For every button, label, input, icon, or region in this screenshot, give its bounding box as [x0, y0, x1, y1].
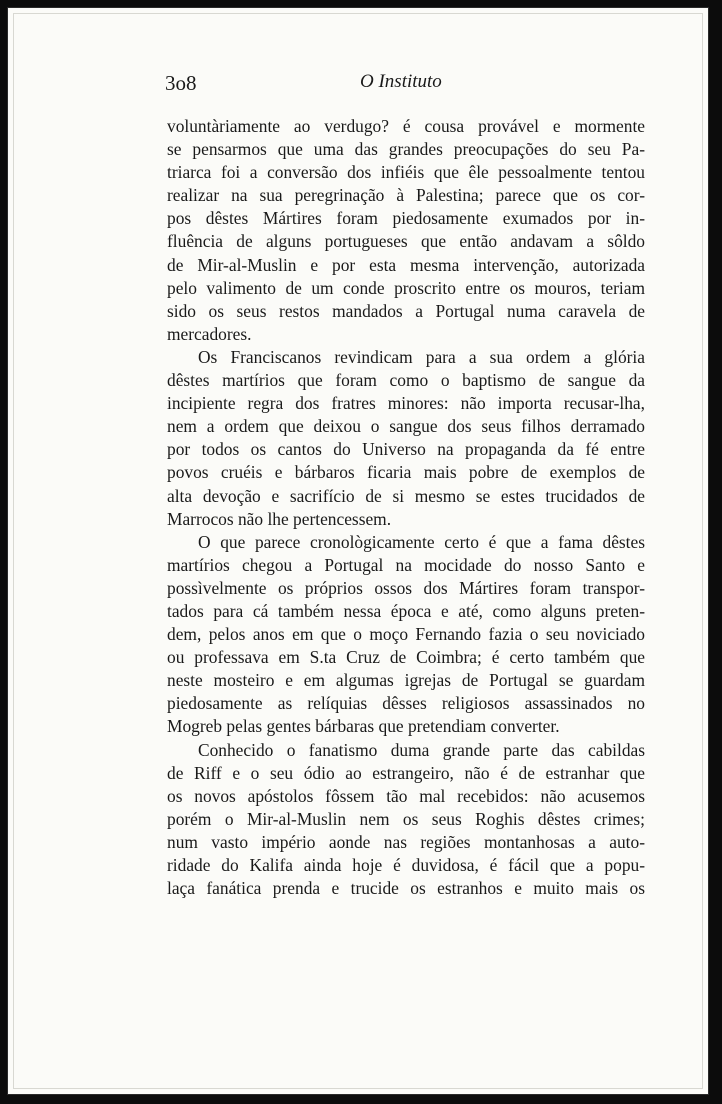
text-line: triarca foi a conversão dos infiéis que êle pessoalmente tentou — [167, 162, 645, 183]
text-line: voluntàriamente ao verdugo? é cousa provável e mormente — [167, 116, 645, 136]
paragraph-2 — [167, 346, 645, 531]
text-line: nem a ordem que deixou o sangue dos seus filhos derramado — [167, 416, 645, 437]
text-line: por todos os cantos do Universo na propaganda da fé entre — [167, 439, 645, 460]
text-line: pelo valimento de um conde proscrito entre os mouros, teriam — [167, 277, 645, 298]
text-line: porém o Mir-al-Muslin nem os seus Roghis dêstes crimes; — [167, 808, 645, 829]
text-line: se pensarmos que uma das grandes preocupações do seu Pa- — [167, 139, 645, 160]
text-line: ridade do Kalifa ainda hoje é duvidosa, é fácil que a popu- — [167, 855, 645, 875]
text-line: realizar na sua peregrinação à Palestina; parece que os cor- — [167, 185, 645, 206]
text-line: dêstes martírios que foram como o baptismo de sangue da — [167, 370, 645, 391]
paragraph-4 — [167, 739, 645, 901]
scanned-page — [7, 7, 709, 1095]
text-line: povos cruéis e bárbaros ficaria mais pobre de exemplos de — [167, 462, 645, 483]
text-line: Mogreb pelas gentes bárbaras que pretendiam converter. — [167, 716, 560, 737]
text-line: pos dêstes Mártires foram piedosamente exumados por in- — [167, 208, 645, 229]
text-line: dem, pelos anos em que o moço Fernando fazia o seu noviciado — [167, 624, 645, 645]
text-line: os novos apóstolos fôssem tão mal recebidos: não acusemos — [167, 785, 645, 806]
text-line: laça fanática prenda e trucide os estranhos e muito mais os — [167, 878, 645, 899]
paragraph-1 — [167, 115, 645, 346]
text-line: fluência de alguns portugueses que então andavam a sôldo — [167, 231, 645, 252]
text-line: piedosamente as relíquias dêsses religiosos assassinados no — [167, 693, 645, 714]
text-line: possìvelmente os próprios ossos dos Mártires foram transpor- — [167, 577, 645, 598]
page-number: 3o8 — [165, 71, 197, 95]
text-line: Os Franciscanos revindicam para a sua ordem a glória — [198, 346, 645, 367]
text-line: tados para cá também nessa época e até, como alguns preten- — [167, 600, 645, 621]
text-line: num vasto império aonde nas regiões montanhosas a auto- — [167, 831, 645, 852]
text-line: mercadores. — [167, 323, 252, 344]
text-line: incipiente regra dos fratres minores: não importa recusar-lha, — [167, 393, 645, 414]
page-header — [165, 71, 643, 101]
text-line: neste mosteiro e em algumas igrejas de Portugal se guardam — [167, 670, 645, 691]
text-line: de Riff e o seu ódio ao estrangeiro, não é de estranhar que — [167, 762, 645, 783]
running-title: O Instituto — [360, 71, 442, 92]
text-line: O que parece cronològicamente certo é que a fama dêstes — [198, 531, 645, 552]
text-line: martírios chegou a Portugal na mocidade do nosso Santo e — [167, 554, 645, 575]
text-line: de Mir-al-Muslin e por esta mesma intervenção, autorizada — [167, 254, 645, 275]
paragraph-3 — [167, 531, 645, 739]
text-line: Marrocos não lhe pertencessem. — [167, 508, 392, 529]
text-line: sido os seus restos mandados a Portugal numa caravela de — [167, 300, 645, 321]
text-line: ou professava em S.ta Cruz de Coimbra; é certo também que — [167, 647, 645, 668]
text-line: alta devoção e sacrifício de si mesmo se estes trucidados de — [167, 485, 645, 506]
body-text — [167, 115, 645, 900]
text-line: Conhecido o fanatismo duma grande parte das cabildas — [198, 739, 645, 760]
